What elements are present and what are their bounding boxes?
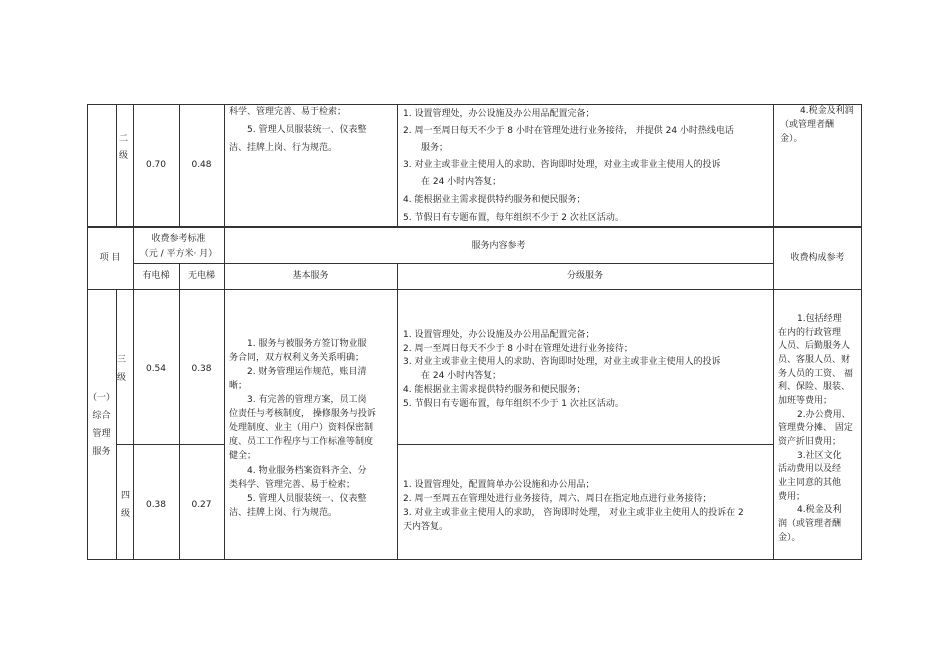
fee-line-14: 费用； — [778, 492, 806, 502]
grade3-tier-line-2: 2. 周一至周日每天不少于 8 小时在管理处进行业务接待； — [403, 344, 633, 354]
top-tier-line-4: 3. 对业主或非业主使用人的求助、咨询即时处理，对业主或非业主使用人的投诉 — [403, 160, 721, 170]
fee-line-6: 利、保险、服装、 — [778, 382, 851, 392]
main-col-line-6 — [773, 227, 774, 560]
grade3-grade4-split-tier — [397, 444, 773, 445]
top-tier-line-7: 5. 节假日有专题布置，每年组织不少于 2 次社区活动。 — [403, 213, 624, 223]
top-tier-line-6: 4. 能根据业主需求提供特约服务和便民服务； — [403, 195, 586, 205]
fee-standard-title: 收费参考标准 — [151, 234, 206, 244]
fee-line-5: 务人员的工资、 福 — [778, 369, 853, 379]
grade4-char-1: 四 — [121, 491, 131, 501]
fee-line-7: 加班等费用； — [778, 396, 833, 406]
top-col-line-1 — [116, 104, 117, 227]
fee-standard-unit: （元 / 平方米· 月） — [139, 249, 218, 259]
without-elevator-header: 无电梯 — [187, 271, 215, 281]
top-fee-line-1: 4.税金及利润 — [800, 106, 854, 116]
category-label-3: 管理 — [92, 429, 111, 439]
fee-line-10: 资产折旧费用； — [778, 437, 842, 447]
category-label-2: 综合 — [92, 411, 111, 421]
grade3-without-elevator-value: 0.38 — [191, 364, 212, 374]
top-with-elevator-value: 0.70 — [145, 160, 167, 170]
top-without-elevator-value: 0.48 — [191, 160, 212, 170]
fee-line-4: 员、客服人员、财 — [778, 355, 851, 365]
grade3-char-1: 三 — [117, 355, 127, 365]
basic-line-8: 度、员工工作程序与工作标准等制度 — [229, 437, 374, 447]
basic-line-9: 健全； — [229, 451, 257, 461]
top-grade-char-2: 级 — [119, 151, 129, 161]
basic-line-3: 2. 财务管理运作规范，账目清 — [247, 367, 367, 377]
grade4-without-elevator-value: 0.27 — [191, 500, 212, 510]
top-col-line-4 — [224, 104, 225, 227]
fee-line-15: 4.税金及利 — [797, 505, 842, 515]
fee-line-11: 3.社区文化 — [797, 451, 842, 461]
grade4-tier-line-1: 1. 设置管理处，配置简单办公设施和办公用品； — [403, 480, 595, 490]
top-fee-line-2: （或管理者酬 — [780, 120, 835, 130]
grade3-tier-line-4: 在 24 小时内答复； — [421, 371, 502, 381]
top-grade-char-1: 二 — [119, 134, 129, 144]
grade4-with-elevator-value: 0.38 — [145, 500, 167, 510]
fee-line-9: 管理费分摊、 固定 — [778, 423, 853, 433]
top-tier-line-5: 在 24 小时内答复； — [421, 177, 502, 187]
grade3-tier-line-6: 5. 节假日有专题布置，每年组织不少于 1 次社区活动。 — [403, 399, 624, 409]
grade3-tier-line-3: 3. 对业主或非业主使用人的求助、咨询即时处理，对业主或非业主使用人的投诉 — [403, 357, 721, 367]
basic-line-12: 5. 管理人员服装统一、仪表整 — [247, 494, 367, 504]
top-basic-line-2: 5. 管理人员服装统一、仪表整 — [247, 125, 367, 135]
grade4-tier-line-4: 天内答复。 — [403, 522, 449, 532]
basic-line-4: 晰； — [229, 381, 248, 391]
fee-line-2: 在内的行政管理 — [778, 328, 842, 338]
grade3-char-2: 级 — [117, 373, 127, 383]
project-header: 项 目 — [99, 253, 121, 263]
fee-line-17: 金）。 — [778, 533, 801, 543]
category-label-4: 服务 — [92, 447, 111, 457]
fee-line-13: 业主同意的其他 — [778, 478, 842, 488]
grade4-tier-line-3: 3. 对业主或非业主使用人的求助， 咨询即时处理， 对业主或非业主使用人的投诉在 2 — [403, 508, 744, 518]
basic-line-6: 位责任与考核制度， 操修服务与投诉 — [229, 409, 376, 419]
basic-line-5: 3. 有完善的管理方案，员工岗 — [247, 395, 367, 405]
category-label-1: （一） — [87, 393, 115, 403]
top-tier-line-2: 2. 周一至周日每天不少于 8 小时在管理处进行业务接待， 并提供 24 小时热线电话 — [403, 126, 734, 136]
top-col-line-6 — [773, 104, 774, 227]
with-elevator-header: 有电梯 — [142, 271, 170, 281]
basic-line-13: 洁、挂牌上岗、行为规范。 — [229, 508, 338, 518]
fee-line-1: 1.包括经理 — [797, 314, 842, 324]
basic-line-7: 处理制度、业主（用户）资料保密制 — [229, 423, 374, 433]
basic-service-header: 基本服务 — [292, 271, 329, 281]
fee-line-12: 活动费用以及经 — [778, 464, 842, 474]
fee-line-8: 2.办公费用、 — [797, 410, 851, 420]
header-bottom-line — [87, 289, 862, 290]
basic-line-11: 类科学、管理完善、易于检索； — [229, 480, 356, 490]
top-basic-line-3: 洁、挂牌上岗、行为规范。 — [229, 143, 338, 153]
top-tier-line-3: 服务； — [421, 143, 449, 153]
top-fee-line-3: 金）。 — [780, 134, 803, 144]
top-tier-line-1: 1. 设置管理处，办公设施及办公用品配置完备； — [403, 109, 595, 119]
grade3-with-elevator-value: 0.54 — [145, 364, 167, 374]
header-row-split — [133, 263, 773, 264]
main-col-line-1 — [116, 289, 117, 560]
service-content-title: 服务内容参考 — [471, 241, 526, 251]
top-col-line-5 — [397, 104, 398, 227]
top-basic-line-1: 科学、管理完善、易于检索； — [229, 107, 347, 117]
basic-line-10: 4. 物业服务档案资料齐全、分 — [247, 466, 367, 476]
main-col-line-3 — [179, 263, 180, 560]
fee-line-3: 人员、后勤服务人 — [778, 341, 851, 351]
grade3-tier-line-1: 1. 设置管理处，办公设施及办公用品配置完备； — [403, 330, 595, 340]
grade4-tier-line-2: 2. 周一至周五在管理处进行业务接待，周六、周日在指定地点进行业务接待； — [403, 494, 712, 504]
fee-composition-title: 收费构成参考 — [790, 253, 845, 263]
tier-service-header: 分级服务 — [566, 271, 603, 281]
fee-line-16: 润（或管理者酬 — [778, 519, 842, 529]
main-col-line-5 — [397, 263, 398, 560]
basic-line-1: 1. 服务与被服务方签订物业服 — [247, 339, 367, 349]
grade3-tier-line-5: 4. 能根据业主需求提供特约服务和便民服务； — [403, 385, 586, 395]
basic-line-2: 务合同，双方权利义务关系明确； — [229, 353, 365, 363]
grade4-char-2: 级 — [121, 509, 131, 519]
